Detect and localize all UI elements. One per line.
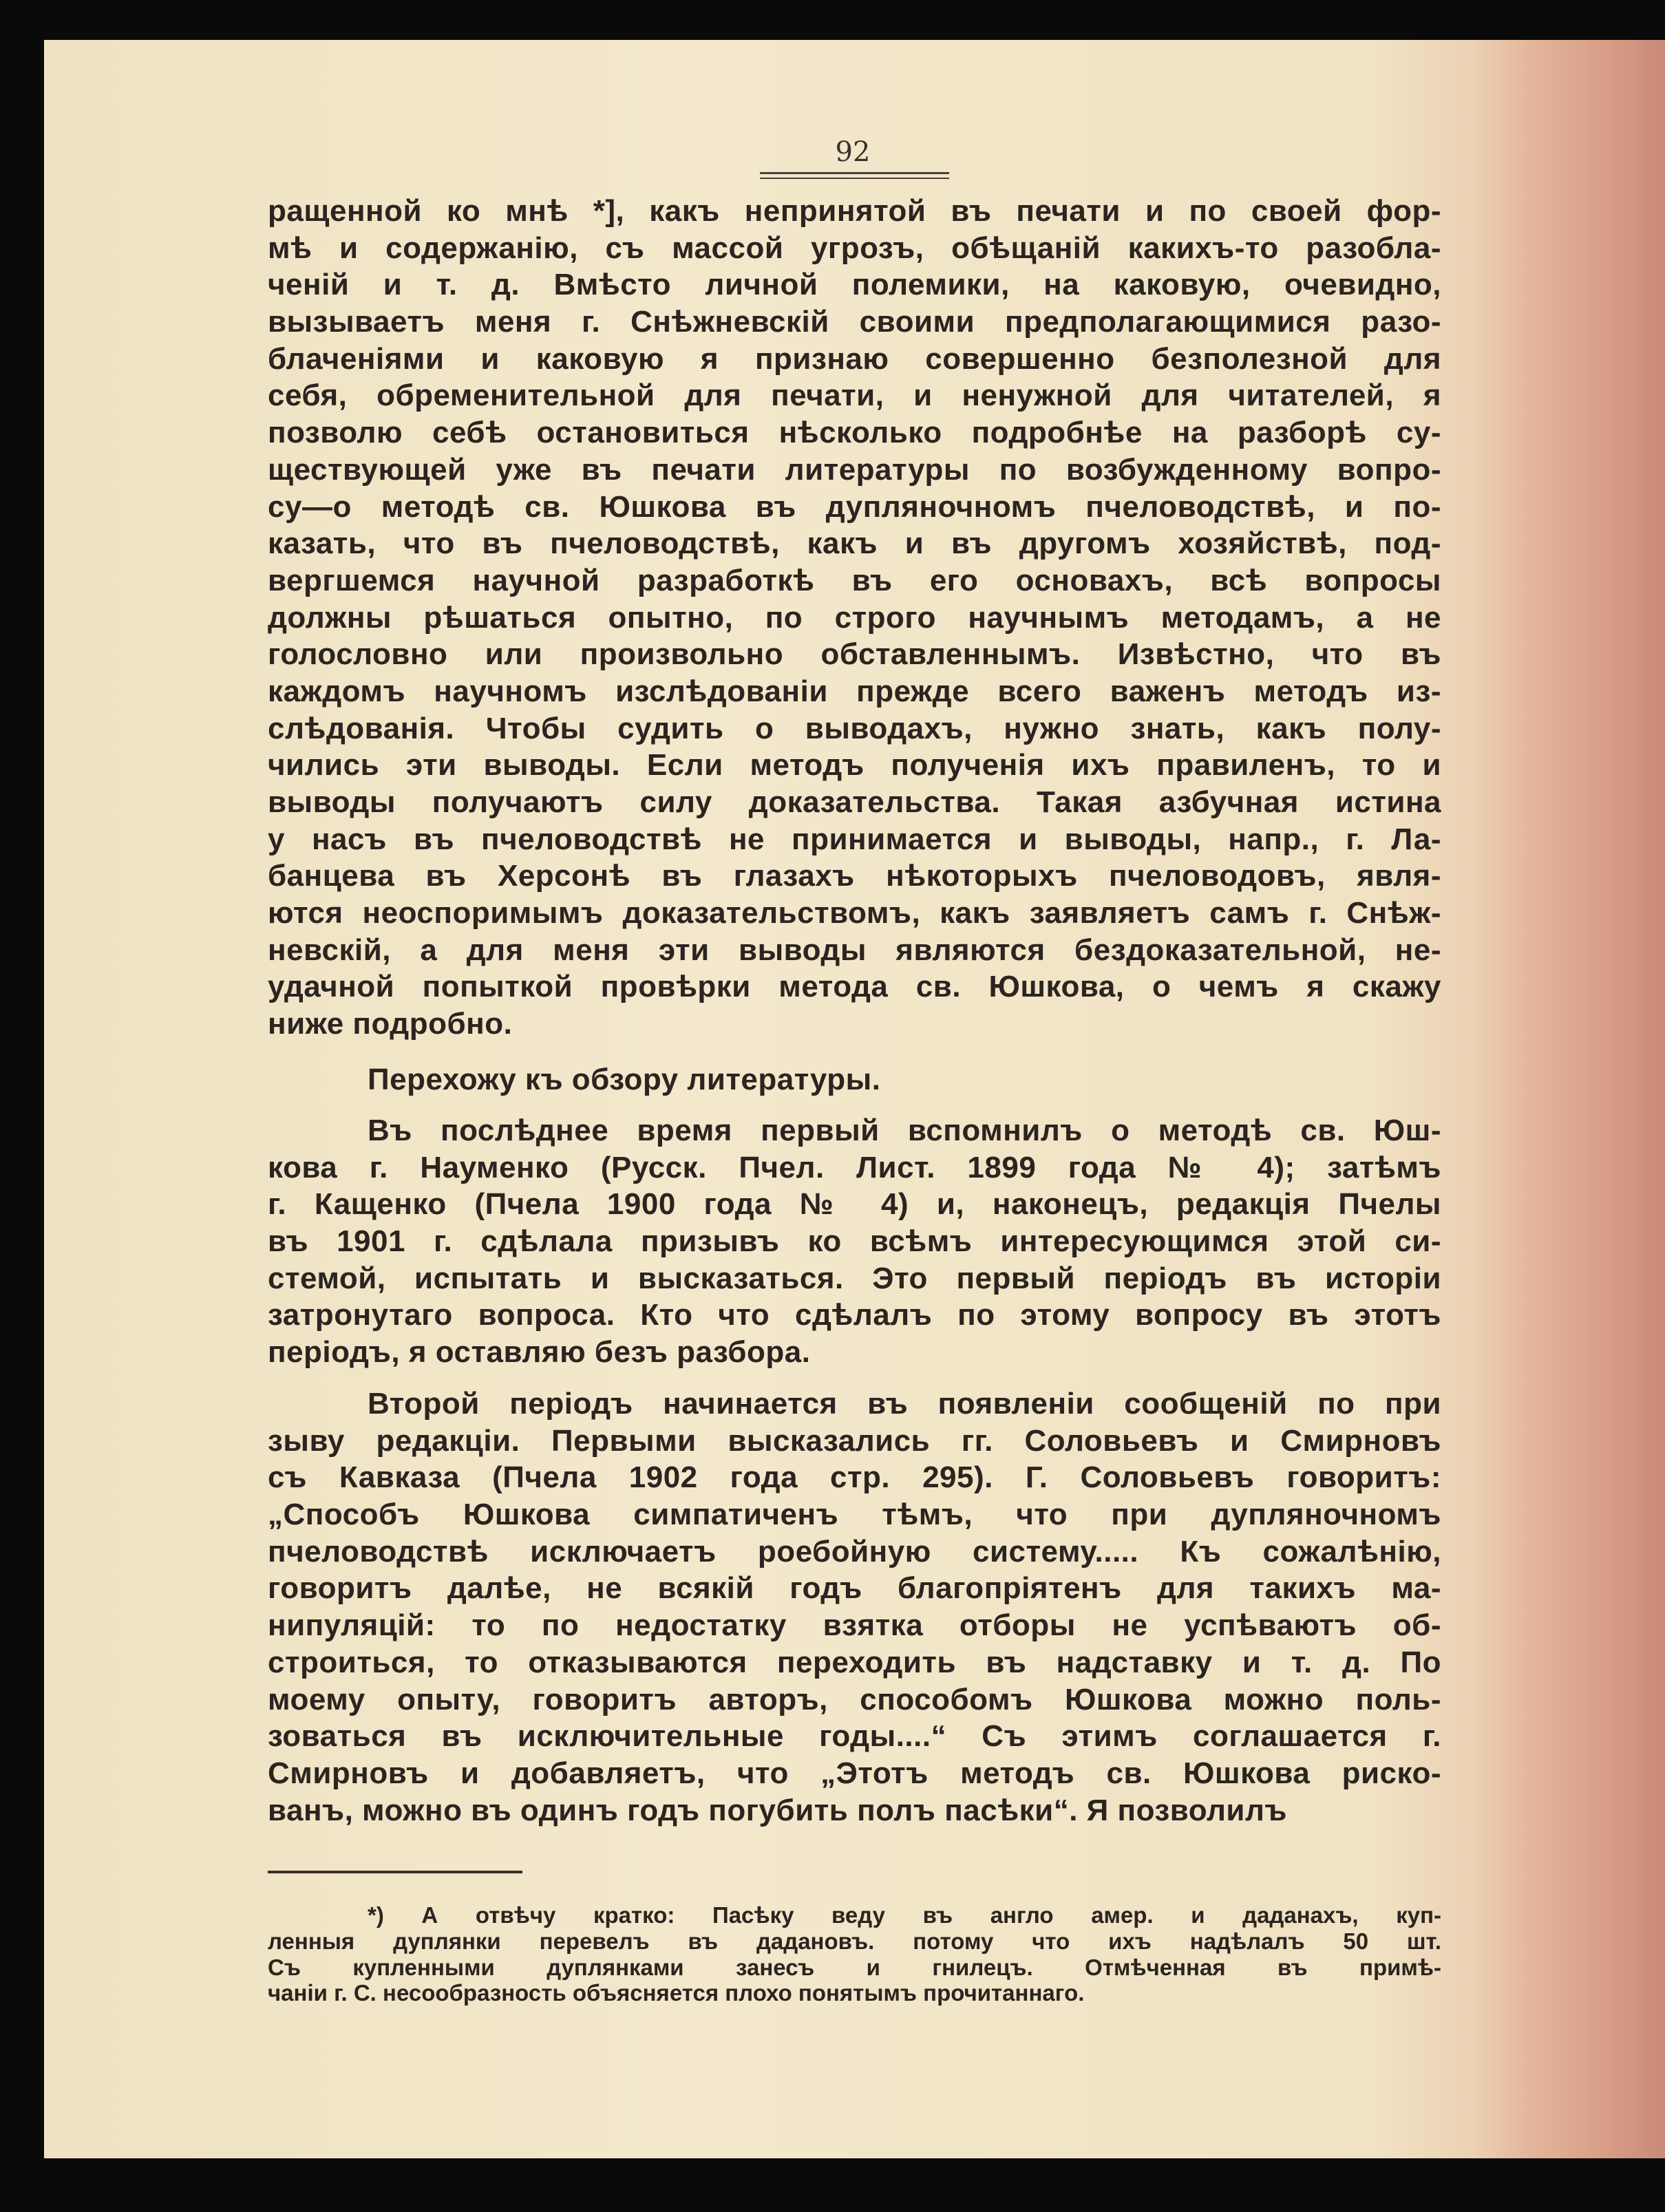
text-line: въ 1901 г. сдѣлала призывъ ко всѣмъ интересующимся этой си-: [268, 1224, 1441, 1259]
paragraph: [268, 1112, 1441, 1371]
text-line: кова г. Науменко (Русск. Пчел. Лист. 1899 года № 4); затѣмъ: [268, 1150, 1441, 1184]
page-number: 92: [835, 136, 871, 168]
text-line: вергшемся научной разработкѣ въ его основахъ, всѣ вопросы: [268, 563, 1441, 597]
footnote: [268, 1902, 1441, 2006]
text-line: ченій и т. д. Вмѣсто личной полемики, на каковую, очевидно,: [268, 268, 1441, 302]
text-line: ниже подробно.: [268, 1007, 513, 1041]
book-page: [44, 40, 1665, 2158]
text-line: затронутаго вопроса. Кто что сдѣлалъ по этому вопросу въ этотъ: [268, 1298, 1441, 1332]
footnote-line: чаніи г. С. несообразность объясняется плохо понятымъ прочитаннаго.: [268, 1980, 1085, 2006]
text-line: слѣдованія. Чтобы судить о выводахъ, нужно знать, какъ полу-: [268, 711, 1441, 745]
footnote-line: *) А отвѣчу кратко: Пасѣку веду въ англо амер. и даданахъ, куп-: [368, 1902, 1441, 1928]
text-line: ются неоспоримымъ доказательствомъ, какъ заявляетъ самъ г. Снѣж-: [268, 896, 1441, 930]
text-line: зыву редакціи. Первыми высказались гг. Соловьевъ и Смирновъ: [268, 1423, 1441, 1458]
text-line: періодъ, я оставляю безъ разбора.: [268, 1335, 811, 1370]
text-line: стемой, испытать и высказаться. Это первый періодъ въ исторіи: [268, 1261, 1441, 1295]
text-line: вызываетъ меня г. Снѣжневскій своими предполагающимися разо-: [268, 305, 1441, 339]
footnote-rule: [268, 1871, 522, 1873]
text-line: удачной попыткой провѣрки метода св. Юшкова, о чемъ я скажу: [268, 970, 1441, 1004]
paragraph: [268, 1385, 1441, 1829]
text-line: себя, обременительной для печати, и ненужной для читателей, я: [268, 379, 1441, 413]
text-line: позволю себѣ остановиться нѣсколько подробнѣе на разборѣ су-: [268, 416, 1441, 450]
text-line: зоваться въ исключительные годы....“ Съ этимъ соглашается г.: [268, 1719, 1441, 1754]
text-line: моему опыту, говоритъ авторъ, способомъ Юшкова можно поль-: [268, 1682, 1441, 1716]
text-line: Перехожу къ обзору литературы.: [368, 1063, 881, 1096]
text-line: казать, что въ пчеловодствѣ, какъ и въ другомъ хозяйствѣ, под-: [268, 527, 1441, 561]
text-line: су—о методѣ св. Юшкова въ дупляночномъ пчеловодствѣ, и по-: [268, 489, 1441, 524]
text-line: чились эти выводы. Если методъ полученія ихъ правиленъ, то и: [268, 748, 1441, 783]
text-line: ществующей уже въ печати литературы по возбужденному вопро-: [268, 452, 1441, 487]
text-line: блаченіями и каковую я признаю совершенно безполезной для: [268, 341, 1441, 376]
text-line: каждомъ научномъ изслѣдованіи прежде всего важенъ методъ из-: [268, 674, 1441, 708]
text-line: мѣ и содержанію, съ массой угрозъ, обѣщаній какихъ-то разобла-: [268, 231, 1441, 265]
header-rule: [760, 172, 949, 174]
text-line: съ Кавказа (Пчела 1902 года стр. 295). Г. Соловьевъ говоритъ:: [268, 1460, 1441, 1495]
text-line: голословно или произвольно обставленнымъ. Извѣстно, что въ: [268, 637, 1441, 672]
text-line: „Способъ Юшкова симпатиченъ тѣмъ, что при дупляночномъ: [268, 1498, 1441, 1532]
paragraph: [268, 193, 1441, 1043]
text-line: г. Кащенко (Пчела 1900 года № 4) и, наконецъ, редакція Пчелы: [268, 1187, 1441, 1222]
footnote-line: ленныя дуплянки перевелъ въ дадановъ. потому что ихъ надѣлалъ 50 шт.: [268, 1928, 1441, 1954]
text-line: невскій, а для меня эти выводы являются бездоказательной, не-: [268, 933, 1441, 967]
text-line: пчеловодствѣ исключаетъ роебойную систему..... Къ сожалѣнію,: [268, 1534, 1441, 1568]
paragraph: [268, 1061, 1441, 1098]
text-line: строиться, то отказываются переходить въ надставку и т. д. По: [268, 1645, 1441, 1679]
text-line: должны рѣшаться опытно, по строго научнымъ методамъ, а не: [268, 600, 1441, 635]
text-line: Второй періодъ начинается въ появленіи сообщеній по при: [368, 1387, 1441, 1421]
text-line: нипуляцій: то по недостатку взятка отборы не успѣваютъ об-: [268, 1608, 1441, 1643]
text-line: у насъ въ пчеловодствѣ не принимается и выводы, напр., г. Ла-: [268, 822, 1441, 856]
text-line: Смирновъ и добавляетъ, что „Этотъ методъ св. Юшкова риско-: [268, 1756, 1441, 1790]
text-line: говоритъ далѣе, не всякій годъ благопріятенъ для такихъ ма-: [268, 1571, 1441, 1606]
footnote-line: Съ купленными дуплянками занесъ и гнилецъ. Отмѣченная въ примѣ-: [268, 1954, 1441, 1980]
text-line: выводы получаютъ силу доказательства. Такая азбучная истина: [268, 785, 1441, 819]
text-line: ращенной ко мнѣ *], какъ непринятой въ печати и по своей фор-: [268, 194, 1441, 228]
text-line: Въ послѣднее время первый вспомнилъ о методѣ св. Юш-: [368, 1114, 1441, 1147]
header-rule-secondary: [760, 178, 949, 179]
text-line: ванъ, можно въ одинъ годъ погубить полъ пасѣки“. Я позволилъ: [268, 1793, 1288, 1827]
text-line: банцева въ Херсонѣ въ глазахъ нѣкоторыхъ пчеловодовъ, явля-: [268, 859, 1441, 893]
